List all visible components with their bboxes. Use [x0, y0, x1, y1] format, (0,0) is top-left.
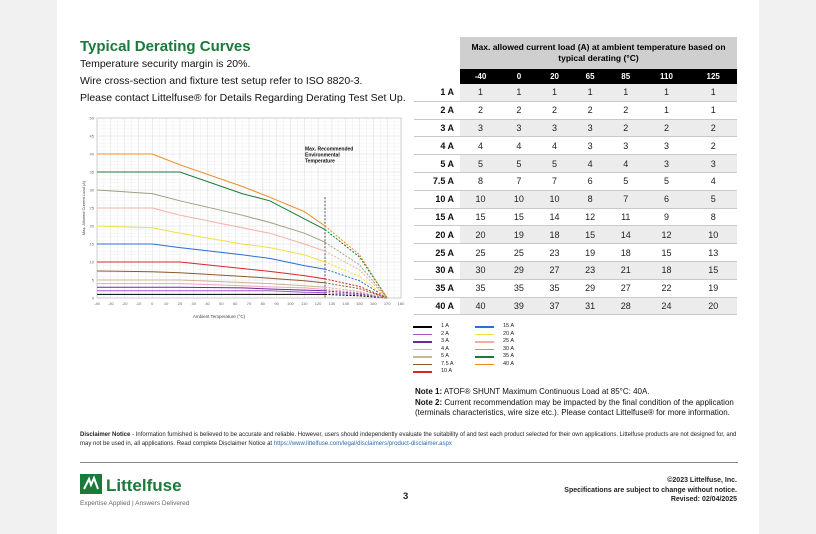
table-cell: 3	[572, 137, 608, 155]
copyright: ©2023 Littelfuse, Inc.	[667, 477, 737, 484]
legend-swatch	[413, 334, 432, 336]
tagline: Expertise Applied | Answers Delivered	[80, 500, 190, 507]
table-row	[414, 226, 737, 244]
row-label: 1 A	[414, 84, 460, 101]
table-cell: 10	[460, 190, 501, 208]
table-cell: 4	[608, 155, 644, 173]
table-cell: 8	[572, 190, 608, 208]
table-cell: 27	[608, 279, 644, 297]
table-cell: 2	[689, 137, 737, 155]
table-cell: 1	[608, 84, 644, 101]
contact-note: Please contact Littelfuse® for Details Regarding Derating Test Set Up.	[80, 92, 406, 104]
table-cell: 15	[460, 208, 501, 226]
table-row	[414, 261, 737, 279]
x-tick-label: 160	[370, 301, 377, 306]
table-cell: 2	[460, 101, 501, 119]
table-cell: 7	[501, 172, 537, 190]
x-tick-label: -20	[121, 301, 128, 306]
y-tick-label: 10	[89, 259, 94, 265]
legend-label: 1 A	[441, 323, 449, 329]
table-cell: 11	[608, 208, 644, 226]
table-row	[414, 84, 737, 101]
table-cell: 13	[689, 244, 737, 262]
table-cell: 5	[689, 190, 737, 208]
table-cell: 5	[537, 155, 573, 173]
table-cell: 7	[608, 190, 644, 208]
table-cell: 5	[501, 155, 537, 173]
chart-legend	[413, 323, 563, 379]
max-temp-annotation: Max. Recommended	[305, 146, 354, 153]
table-cell: 6	[572, 172, 608, 190]
table-cell: 7	[537, 172, 573, 190]
table-cell: 2	[689, 119, 737, 137]
table-cell: 30	[460, 261, 501, 279]
legend-label: 7.5 A	[441, 360, 454, 367]
table-cell: 4	[537, 137, 573, 155]
legend-swatch	[475, 349, 494, 351]
table-row	[414, 279, 737, 297]
x-tick-label: -30	[107, 301, 114, 306]
table-corner	[414, 37, 460, 69]
table-cell: 35	[501, 279, 537, 297]
legend-label: 10 A	[441, 368, 453, 374]
table-cell: 31	[572, 297, 608, 315]
table-row	[414, 155, 737, 173]
legend-label: 30 A	[503, 345, 515, 352]
table-cell: 35	[460, 279, 501, 297]
table-cell: 40	[460, 297, 501, 315]
row-label: 25 A	[414, 244, 460, 262]
row-label: 15 A	[414, 208, 460, 226]
x-tick-label: 70	[246, 301, 252, 306]
y-tick-label: 5	[91, 277, 94, 283]
table-cell: 19	[689, 279, 737, 297]
table-cell: 1	[537, 84, 573, 101]
table-cell: 8	[460, 172, 501, 190]
disclaimer-link[interactable]: https://www.littelfuse.com/legal/disclaimers/product-disclaimer.aspx	[273, 441, 452, 447]
table-cell: 20	[460, 226, 501, 244]
temp-col-header: 65	[572, 69, 608, 84]
y-tick-label: 20	[89, 223, 94, 229]
littelfuse-logo	[80, 472, 220, 496]
logo-wordmark: Littelfuse	[106, 476, 182, 495]
legend-label: 35 A	[503, 353, 515, 359]
table-cell: 10	[501, 190, 537, 208]
table-cell: 21	[608, 261, 644, 279]
datasheet-page	[57, 0, 759, 534]
table-cell: 14	[537, 208, 573, 226]
table-cell: 14	[608, 226, 644, 244]
table-cell: 3	[501, 119, 537, 137]
x-tick-label: 90	[274, 301, 279, 306]
wire-note: Wire cross-section and fixture test setup refer to ISO 8820-3.	[80, 75, 363, 87]
legend-swatch	[413, 349, 432, 351]
note-2-label: Note 2:	[415, 397, 443, 407]
table-cell: 15	[572, 226, 608, 244]
table-cell: 39	[501, 297, 537, 315]
table-cell: 20	[689, 297, 737, 315]
legend-label: 2 A	[441, 330, 449, 337]
table-cell: 10	[689, 226, 737, 244]
disclaimer-label: Disclaimer Notice	[80, 432, 131, 438]
table-cell: 18	[644, 261, 690, 279]
x-tick-label: 120	[314, 301, 322, 306]
x-tick-label: 150	[356, 301, 363, 306]
x-tick-label: 40	[205, 301, 210, 306]
derating-table	[414, 37, 737, 315]
row-label: 20 A	[414, 226, 460, 244]
table-cell: 1	[689, 84, 737, 101]
legend-swatch	[475, 364, 494, 366]
table-cell: 29	[572, 279, 608, 297]
x-tick-label: 100	[287, 301, 294, 306]
legend-swatch	[475, 356, 494, 358]
x-tick-label: 0	[151, 301, 154, 306]
margin-note: Temperature security margin is 20%.	[80, 58, 251, 70]
note-1	[415, 387, 745, 398]
legend-label: 15 A	[503, 323, 515, 329]
x-tick-label: 30	[191, 301, 196, 306]
note-1-label: Note 1:	[415, 387, 443, 396]
temp-col-header: 0	[501, 69, 537, 84]
table-row	[414, 244, 737, 262]
table-cell: 6	[644, 190, 690, 208]
temp-col-header: 85	[608, 69, 644, 84]
note-2	[415, 398, 745, 419]
table-cell: 29	[501, 261, 537, 279]
table-cell: 25	[501, 244, 537, 262]
legend-label: 40 A	[503, 360, 515, 367]
table-row	[414, 190, 737, 208]
temp-col-header: 20	[537, 69, 573, 84]
legend-swatch	[475, 334, 494, 336]
table-cell: 1	[689, 101, 737, 119]
table-cell: 4	[460, 137, 501, 155]
table-cell: 3	[460, 119, 501, 137]
table-cell: 23	[572, 261, 608, 279]
legend-swatch	[413, 341, 432, 343]
table-row	[414, 137, 737, 155]
y-tick-label: 25	[89, 205, 94, 211]
table-cell: 24	[644, 297, 690, 315]
notes-block	[415, 387, 745, 419]
x-tick-label: 170	[383, 301, 391, 306]
table-cell: 25	[460, 244, 501, 262]
table-cell: 3	[644, 137, 690, 155]
y-tick-label: 50	[89, 115, 94, 121]
table-cell: 37	[537, 297, 573, 315]
x-tick-label: 110	[301, 301, 308, 306]
row-label: 40 A	[414, 297, 460, 315]
table-cell: 3	[644, 155, 690, 173]
spec-notice: Specifications are subject to change without notice.	[564, 486, 737, 494]
table-cell: 8	[689, 208, 737, 226]
note-1-text: ATOF® SHUNT Maximum Continuous Load at 85°C: 40A.	[442, 387, 650, 396]
table-cell: 5	[460, 155, 501, 173]
table-cell: 15	[501, 208, 537, 226]
y-tick-label: 30	[89, 187, 94, 193]
max-temp-annotation: Environmental	[305, 152, 340, 159]
legend-label: 5 A	[441, 353, 449, 359]
derating-chart-svg	[75, 112, 405, 327]
table-cell: 1	[572, 84, 608, 101]
table-cell: 3	[608, 137, 644, 155]
row-label: 30 A	[414, 261, 460, 279]
x-tick-label: 60	[232, 301, 238, 306]
table-cell: 27	[537, 261, 573, 279]
series-tail-30A	[325, 242, 387, 298]
table-row	[414, 172, 737, 190]
footer-divider	[80, 462, 738, 463]
table-cell: 1	[644, 84, 690, 101]
table-cell: 1	[460, 84, 501, 101]
table-cell: 2	[537, 101, 573, 119]
table-corner-2	[414, 69, 460, 84]
table-cell: 1	[501, 84, 537, 101]
table-row	[414, 119, 737, 137]
temp-col-header: 125	[689, 69, 737, 84]
y-axis-label: Max. Allowed Current Load (A)	[81, 180, 86, 236]
table-cell: 18	[537, 226, 573, 244]
revision-date: Revised: 02/04/2025	[670, 496, 737, 503]
legend-swatch	[413, 364, 432, 366]
table-cell: 1	[644, 101, 690, 119]
legend-swatch	[475, 341, 494, 343]
legend-label: 25 A	[503, 338, 515, 344]
x-tick-label: 50	[219, 301, 224, 306]
row-label: 3 A	[414, 119, 460, 137]
legend-swatch	[413, 371, 432, 373]
table-row	[414, 101, 737, 119]
note-2-text: Current recommendation may be impacted by the final condition of the application (terminals characteristics, wire size etc.). Please contact Littelfuse® for more information.	[415, 397, 734, 417]
table-cell: 18	[608, 244, 644, 262]
series-line-2A	[97, 291, 325, 293]
row-label: 10 A	[414, 190, 460, 208]
y-tick-label: 0	[91, 295, 94, 301]
table-cell: 9	[644, 208, 690, 226]
table-cell: 4	[572, 155, 608, 173]
table-cell: 5	[644, 172, 690, 190]
table-cell: 2	[572, 101, 608, 119]
table-cell: 4	[689, 172, 737, 190]
y-tick-label: 45	[89, 133, 94, 139]
y-tick-label: 15	[89, 241, 94, 247]
table-cell: 15	[689, 261, 737, 279]
table-cell: 10	[537, 190, 573, 208]
table-cell: 2	[608, 101, 644, 119]
temp-col-header: 110	[644, 69, 690, 84]
table-cell: 2	[501, 101, 537, 119]
legend-swatch	[413, 326, 432, 328]
section-title: Typical Derating Curves	[80, 38, 251, 55]
series-line-30A	[97, 190, 325, 242]
x-tick-label: 10	[163, 301, 169, 306]
legend-swatch	[475, 326, 494, 328]
x-tick-label: 130	[328, 301, 336, 306]
legend-swatch	[413, 356, 432, 358]
table-cell: 3	[537, 119, 573, 137]
page-number: 3	[403, 491, 409, 502]
row-label: 2 A	[414, 101, 460, 119]
temp-col-header: -40	[460, 69, 501, 84]
table-header: Max. allowed current load (A) at ambient temperature based on typical derating (°C)	[460, 37, 737, 69]
row-label: 4 A	[414, 137, 460, 155]
copyright-block	[564, 476, 737, 505]
series-tail-35A	[325, 230, 387, 298]
x-tick-label: 180	[397, 301, 405, 306]
table-cell: 12	[644, 226, 690, 244]
table-cell: 28	[608, 297, 644, 315]
table-cell: 15	[644, 244, 690, 262]
table-cell: 22	[644, 279, 690, 297]
table-cell: 2	[608, 119, 644, 137]
table-cell: 19	[572, 244, 608, 262]
derating-chart	[75, 112, 405, 327]
x-tick-label: 80	[260, 301, 266, 306]
table-cell: 5	[608, 172, 644, 190]
x-tick-label: 20	[177, 301, 183, 306]
table-row	[414, 297, 737, 315]
table-cell: 3	[572, 119, 608, 137]
table-cell: 23	[537, 244, 573, 262]
y-tick-label: 35	[89, 169, 94, 175]
legend-label: 3 A	[441, 338, 449, 344]
table-cell: 35	[537, 279, 573, 297]
table-cell: 4	[501, 137, 537, 155]
disclaimer-text: - Information furnished is believed to be accurate and reliable. However, users should independently evaluate the suitability of and test each product selected for their own applications. Littelfuse products are not designed for, and may not be used in, all applications. Read complete Disclaimer Notice at	[80, 432, 737, 447]
x-tick-label: -40	[94, 301, 100, 306]
max-temp-annotation: Temperature	[305, 158, 335, 165]
table-row	[414, 208, 737, 226]
table-cell: 2	[644, 119, 690, 137]
table-cell: 19	[501, 226, 537, 244]
legend-label: 20 A	[503, 330, 515, 337]
x-axis-label: Ambient Temperature (°C)	[192, 314, 246, 319]
disclaimer-notice	[80, 431, 740, 449]
y-tick-label: 40	[89, 151, 94, 157]
x-tick-label: -10	[135, 301, 142, 306]
row-label: 7.5 A	[414, 172, 460, 190]
table-cell: 12	[572, 208, 608, 226]
legend-label: 4 A	[441, 345, 449, 352]
row-label: 5 A	[414, 155, 460, 173]
row-label: 35 A	[414, 279, 460, 297]
table-cell: 3	[689, 155, 737, 173]
x-tick-label: 140	[342, 301, 350, 306]
